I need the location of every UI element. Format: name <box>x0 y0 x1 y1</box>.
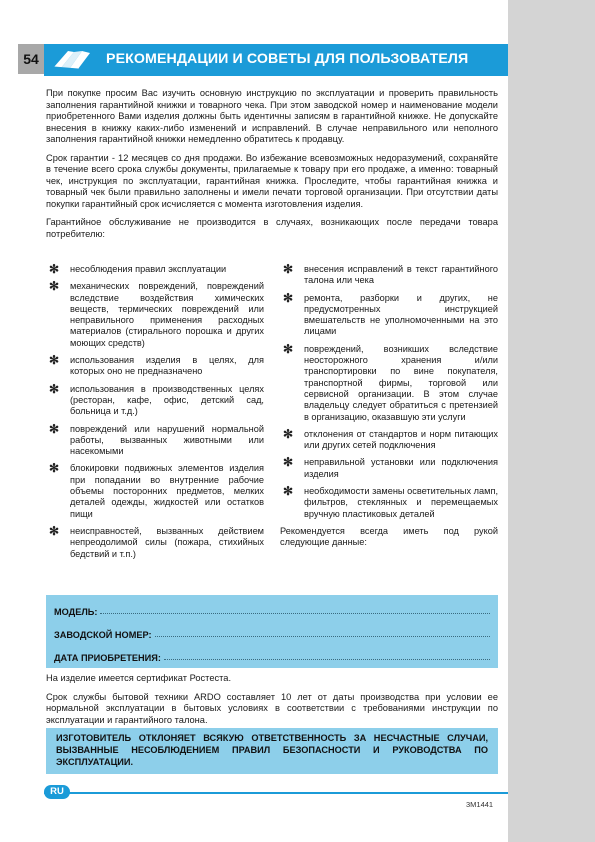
certificate-text: На изделие имеется сертификат Ростеста. <box>46 673 232 683</box>
asterisk-bullet-icon: ✻ <box>283 290 294 305</box>
list-item: ✻ использования в производственных целях (ресторан, кафе, офис, детский сад, больница и т.д.) <box>49 381 264 417</box>
serial-number-field[interactable] <box>54 626 490 640</box>
asterisk-bullet-icon: ✻ <box>283 484 294 499</box>
purchase-date-fill-line <box>164 659 490 660</box>
document-code: 3M1441 <box>466 800 494 809</box>
book-icon <box>52 48 92 70</box>
model-label: МОДЕЛЬ: <box>54 607 98 617</box>
serial-number-fill-line <box>155 636 490 637</box>
list-item: ✻ использования изделия в целях, для которых оно не предназначено <box>49 353 264 377</box>
purchase-date-field[interactable] <box>54 649 490 663</box>
liability-warning-text: ИЗГОТОВИТЕЛЬ ОТКЛОНЯЕТ ВСЯКУЮ ОТВЕТСТВЕННОСТЬ ЗА НЕСЧАСТНЫЕ СЛУЧАИ, ВЫЗВАННЫЕ НЕСОБЛЮДЕНИЕМ ПРАВИЛ БЕЗОПАСНОСТИ И РУКОВОДСТВА ПО ЭКСПЛУАТАЦИИ. <box>56 733 488 767</box>
intro-paragraph-3: Гарантийное обслуживание не производится в случаях, возникающих после передачи товара потребителю: <box>46 217 498 239</box>
list-item: ✻ повреждений, возникших вследствие неосторожного хранения и/или транспортировки по вине покупателя, транспортной фирмы, торговой или сервисной организации. В этом случае владельцу следует обратиться с претензией в организацию, оказавшую эти услуги <box>283 341 498 422</box>
liability-warning-box <box>46 728 498 774</box>
intro-paragraph-2: Срок гарантии - 12 месяцев со дня продажи. Во избежание всевозможных недоразумений, сохраняйте в течение всего срока службы документы, прилагаемые к товару при его продаже, а именно: товарный чек, инструкция по эксплуатации, гарантийная книжка. Проследите, чтобы гарантийная книжка и товарный чек были правильно заполнены и имели печати торговой организации. При отсутствии даты покупки гарантийный срок исчисляется с момента изготовления изделия. <box>46 152 498 209</box>
list-item: ✻ внесения исправлений в текст гарантийного талона или чека <box>283 262 498 286</box>
asterisk-bullet-icon: ✻ <box>283 341 294 356</box>
model-fill-line <box>100 613 490 614</box>
asterisk-bullet-icon: ✻ <box>49 262 60 276</box>
asterisk-bullet-icon: ✻ <box>49 523 60 538</box>
product-info-box <box>46 595 498 668</box>
list-item: ✻ механических повреждений, повреждений вследствие воздействия химических веществ, термических повреждений или неправильного применения расходных материалов (стирального порошка и других моющих средств) <box>49 279 264 348</box>
list-item: ✻ неправильной установки или подключения изделия <box>283 455 498 479</box>
list-item: ✻ неисправностей, вызванных действием непреодолимой силы (пожара, стихийных бедствий и т.п.) <box>49 523 264 559</box>
asterisk-bullet-icon: ✻ <box>283 455 294 470</box>
service-life-text: Срок службы бытовой техники ARDO составляет 10 лет от даты производства при условии ее нормальной эксплуатации в бытовых условиях в соответствии с требованиями инструкции по эксплуатации и гарантийного талона. <box>46 691 498 725</box>
list-item: ✻ повреждений или нарушений нормальной работы, вызванных животными или насекомыми <box>49 421 264 457</box>
asterisk-bullet-icon: ✻ <box>283 426 294 441</box>
list-item: ✻ отклонения от стандартов и норм питающих или других сетей подключения <box>283 426 498 451</box>
recommend-note: Рекомендуется всегда иметь под рукой следующие данные: <box>280 525 498 548</box>
list-item: ✻ блокировки подвижных элементов изделия при попадании во внутренние рабочие объемы посторонних предметов, мелких деталей одежды, жидкостей или остатков пищи <box>49 461 264 519</box>
asterisk-bullet-icon: ✻ <box>49 421 60 436</box>
intro-paragraph-1: При покупке просим Вас изучить основную инструкцию по эксплуатации и проверить правильность заполнения гарантийной книжки и товарного чека. При этом заводской номер и наименование модели приобретенного Вами изделия должны быть идентичны записям в гарантийной книжке. Не допускайте внесения в книжку каких-либо изменений и исправлений. В случае неправильного или неполного заполнения гарантийной книжки немедленно обратитесь к продавцу. <box>46 88 498 144</box>
asterisk-bullet-icon: ✻ <box>49 461 60 476</box>
list-item: ✻ ремонта, разборки и других, не предусмотренных инструкцией вмешательств не уполномоченными на это лицами <box>283 290 498 337</box>
page-title: РЕКОМЕНДАЦИИ И СОВЕТЫ ДЛЯ ПОЛЬЗОВАТЕЛЯ <box>106 51 469 67</box>
asterisk-bullet-icon: ✻ <box>49 381 60 396</box>
header-divider <box>44 74 508 76</box>
page-header <box>18 44 508 74</box>
footer-divider <box>44 792 508 794</box>
certificate-section <box>46 673 498 733</box>
list-item: ✻ несоблюдения правил эксплуатации <box>49 262 227 276</box>
asterisk-bullet-icon: ✻ <box>49 279 60 294</box>
language-badge: RU <box>44 785 70 799</box>
asterisk-bullet-icon: ✻ <box>49 353 60 368</box>
model-field[interactable] <box>54 603 490 617</box>
list-item: ✻ необходимости замены осветительных ламп, фильтров, стеклянных и перемещаемых вручную пластиковых деталей <box>283 484 498 519</box>
exclusions-left-column <box>46 264 264 566</box>
exclusions-right-column <box>280 264 498 549</box>
intro-section <box>46 88 498 247</box>
serial-number-label: ЗАВОДСКОЙ НОМЕР: <box>54 630 152 640</box>
asterisk-bullet-icon: ✻ <box>283 262 294 276</box>
page-number: 54 <box>18 44 44 74</box>
side-strip <box>508 0 595 842</box>
purchase-date-label: ДАТА ПРИОБРЕТЕНИЯ: <box>54 653 161 663</box>
